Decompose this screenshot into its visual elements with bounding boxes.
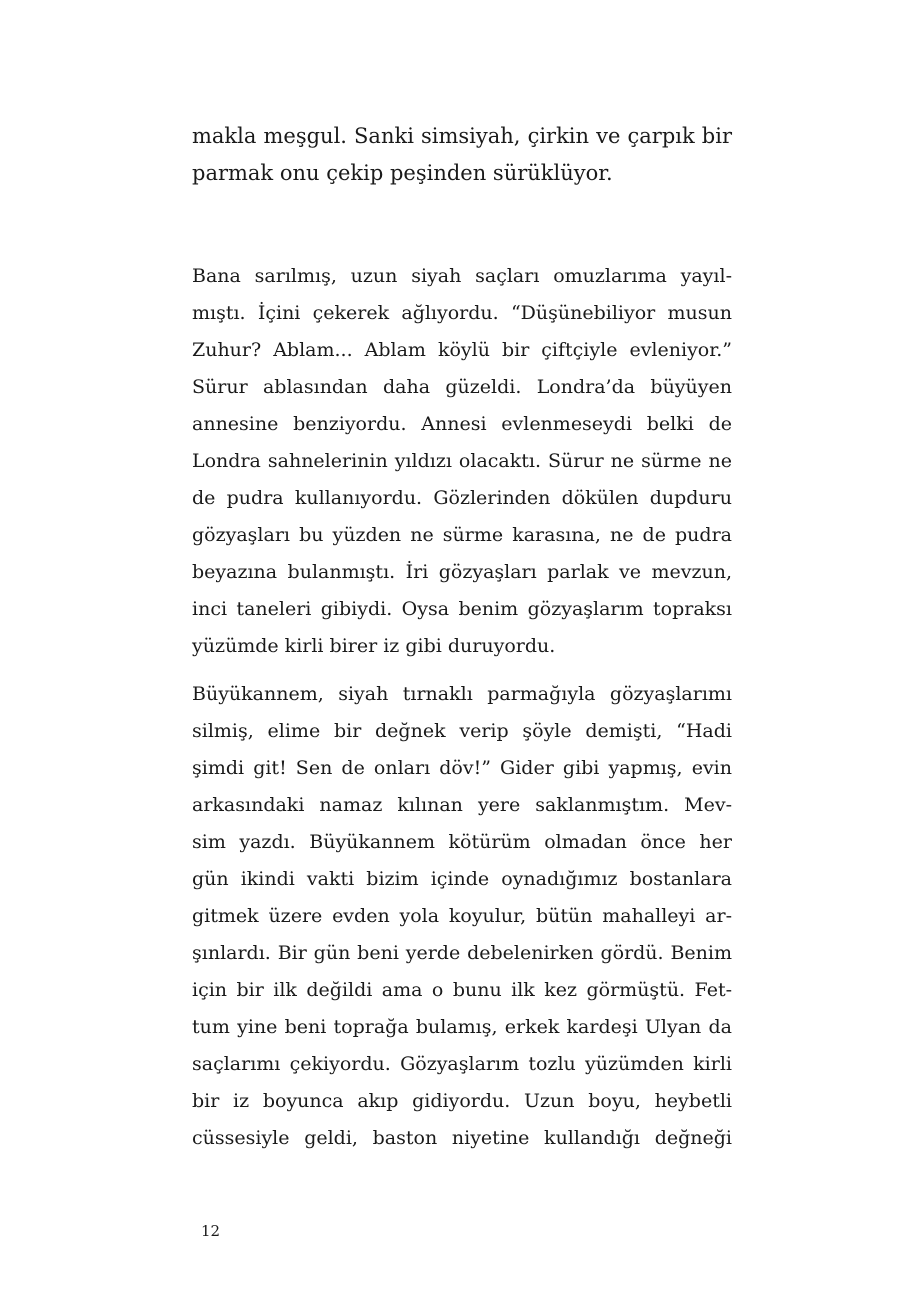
paragraph bbox=[192, 676, 732, 1157]
text-line: makla meşgul. Sanki simsiyah, çirkin ve çarpık bir bbox=[192, 124, 732, 148]
text-line: bir iz boyunca akıp gidiyordu. Uzun boyu, heybetli bbox=[192, 1090, 732, 1112]
text-line: silmiş, elime bir değnek verip şöyle demişti, “Hadi bbox=[192, 720, 732, 742]
text-line: şınlardı. Bir gün beni yerde debelenirken gördü. Benim bbox=[192, 942, 732, 964]
text-line: sim yazdı. Büyükannem kötürüm olmadan önce her bbox=[192, 831, 732, 853]
page-number: 12 bbox=[201, 1222, 221, 1240]
text-line: gün ikindi vakti bizim içinde oynadığımız bostanlara bbox=[192, 868, 732, 890]
text-line: Zuhur? Ablam... Ablam köylü bir çiftçiyle evleniyor.” bbox=[192, 339, 732, 361]
text-line: Büyükannem, siyah tırnaklı parmağıyla gözyaşlarımı bbox=[192, 683, 732, 705]
text-line: cüssesiyle geldi, baston niyetine kullandığı değneği bbox=[192, 1127, 732, 1149]
text-line: şimdi git! Sen de onları döv!” Gider gibi yapmış, evin bbox=[192, 757, 732, 779]
text-line: yüzümde kirli birer iz gibi duruyordu. bbox=[192, 635, 556, 657]
text-line: annesine benziyordu. Annesi evlenmeseydi belki de bbox=[192, 413, 732, 435]
text-line: tum yine beni toprağa bulamış, erkek kardeşi Ulyan da bbox=[192, 1016, 732, 1038]
text-line: beyazına bulanmıştı. İri gözyaşları parlak ve mevzun, bbox=[192, 561, 732, 583]
text-line: arkasındaki namaz kılınan yere saklanmıştım. Mev- bbox=[192, 794, 732, 816]
paragraph-continued bbox=[192, 118, 732, 192]
text-line: mıştı. İçini çekerek ağlıyordu. “Düşünebiliyor musun bbox=[192, 302, 732, 324]
text-line: Sürur ablasından daha güzeldi. Londra’da büyüyen bbox=[192, 376, 732, 398]
text-line: de pudra kullanıyordu. Gözlerinden dökülen dupduru bbox=[192, 487, 732, 509]
text-line: gözyaşları bu yüzden ne sürme karasına, ne de pudra bbox=[192, 524, 732, 546]
text-line: Bana sarılmış, uzun siyah saçları omuzlarıma yayıl- bbox=[192, 265, 732, 287]
text-line: gitmek üzere evden yola koyulur, bütün mahalleyi ar- bbox=[192, 905, 732, 927]
text-line: Londra sahnelerinin yıldızı olacaktı. Sürur ne sürme ne bbox=[192, 450, 732, 472]
text-line: parmak onu çekip peşinden sürüklüyor. bbox=[192, 161, 613, 185]
text-line: inci taneleri gibiydi. Oysa benim gözyaşlarım topraksı bbox=[192, 598, 732, 620]
paragraph bbox=[192, 258, 732, 665]
text-line: saçlarımı çekiyordu. Gözyaşlarım tozlu yüzümden kirli bbox=[192, 1053, 732, 1075]
text-line: için bir ilk değildi ama o bunu ilk kez görmüştü. Fet- bbox=[192, 979, 732, 1001]
